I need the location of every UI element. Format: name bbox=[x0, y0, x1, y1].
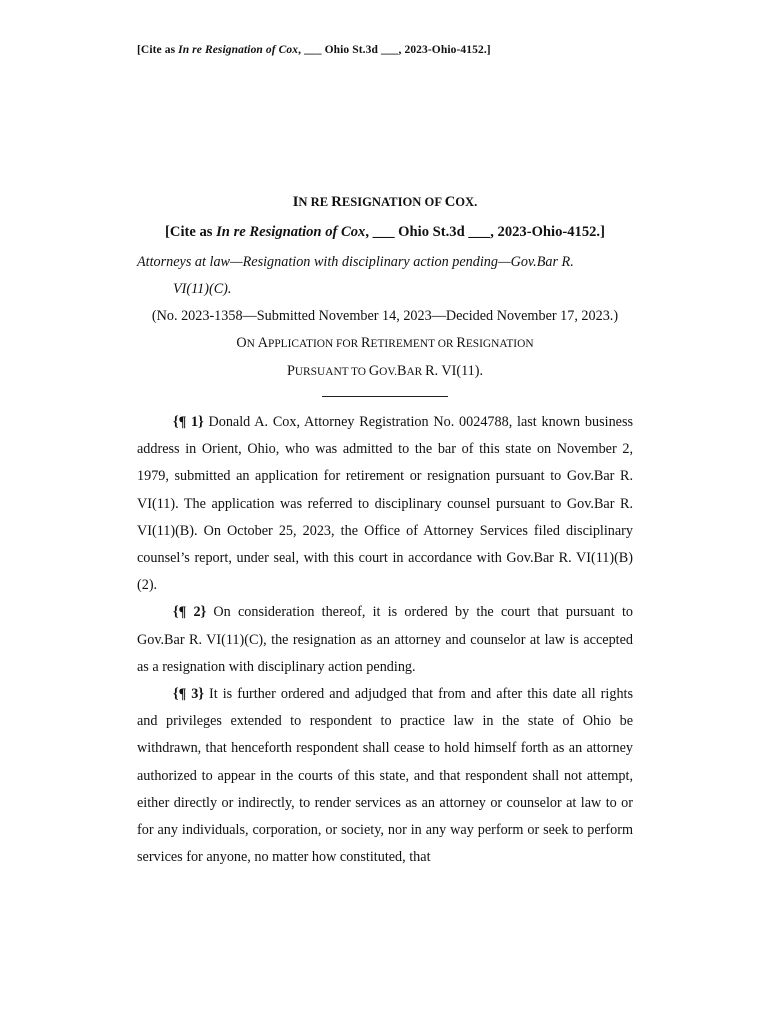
headnote bbox=[137, 249, 633, 303]
paragraph-1 bbox=[137, 409, 633, 599]
paragraph-number: {¶ 2} bbox=[173, 604, 207, 621]
running-head-prefix: [Cite as bbox=[137, 44, 179, 56]
paragraph-2 bbox=[137, 599, 633, 681]
cite-line: [Cite as In re Resignation of Cox, ___ Ohio St.3d ___, 2023-Ohio-4152.] bbox=[165, 224, 605, 240]
headnote-line-2: VI(11)(C). bbox=[173, 281, 232, 297]
docket-line: (No. 2023-1358—Submitted November 14, 2023—Decided November 17, 2023.) bbox=[151, 308, 619, 324]
section-divider bbox=[322, 396, 448, 397]
headnote-line-1: Attorneys at law—Resignation with disciplinary action pending—Gov.Bar R. bbox=[137, 254, 574, 270]
running-head-suffix: , ___ Ohio St.3d ___, 2023-Ohio-4152.] bbox=[298, 44, 491, 56]
paragraph-text: On consideration thereof, it is ordered by the court that pursuant to Gov.Bar R. VI(11)(C), the resignation as an attorney and counselor at law is accepted as a resignation with disciplinary action pending. bbox=[137, 604, 633, 675]
application-heading-line-1: ON APPLICATION FOR RETIREMENT OR RESIGNATION bbox=[236, 335, 534, 351]
paragraph-number: {¶ 3} bbox=[173, 686, 204, 703]
paragraph-number: {¶ 1} bbox=[173, 414, 204, 430]
paragraph-text: It is further ordered and adjudged that from and after this date all rights and privileges extended to respondent to practice law in the state of Ohio be withdrawn, that henceforth respondent shall cease to hold himself forth as an attorney authorized to appear in the courts of this state, and that respondent shall not attempt, either directly or indirectly, to render services as an attorney or counselor at law to or for any individuals, corporation, or society, nor in any way perform or seek to perform services for anyone, no matter how constituted, that bbox=[137, 686, 634, 866]
case-title: IN RE RESIGNATION OF COX. bbox=[292, 194, 478, 210]
document-body bbox=[137, 193, 633, 871]
running-head-case-name: In re Resignation of Cox bbox=[178, 44, 299, 56]
application-heading-line-2: PURSUANT TO GOV.BAR R. VI(11). bbox=[286, 363, 484, 379]
paragraph-3 bbox=[137, 681, 633, 871]
paragraph-text: Donald A. Cox, Attorney Registration No. 0024788, last known business address in Orient, Ohio, who was admitted to the bar of this state on November 2, 1979, submitted an application for retirement or resignation pursuant to Gov.Bar R. VI(11). The application was referred to disciplinary counsel pursuant to Gov.Bar R. VI(11)(B). On October 25, 2023, the Office of Attorney Services filed disciplinary counsel’s report, under seal, with this court in accordance with Gov.Bar R. VI(11)(B)(2). bbox=[137, 414, 633, 594]
running-head-citation bbox=[137, 44, 491, 56]
cite-case-name: In re Resignation of Cox bbox=[216, 224, 366, 240]
